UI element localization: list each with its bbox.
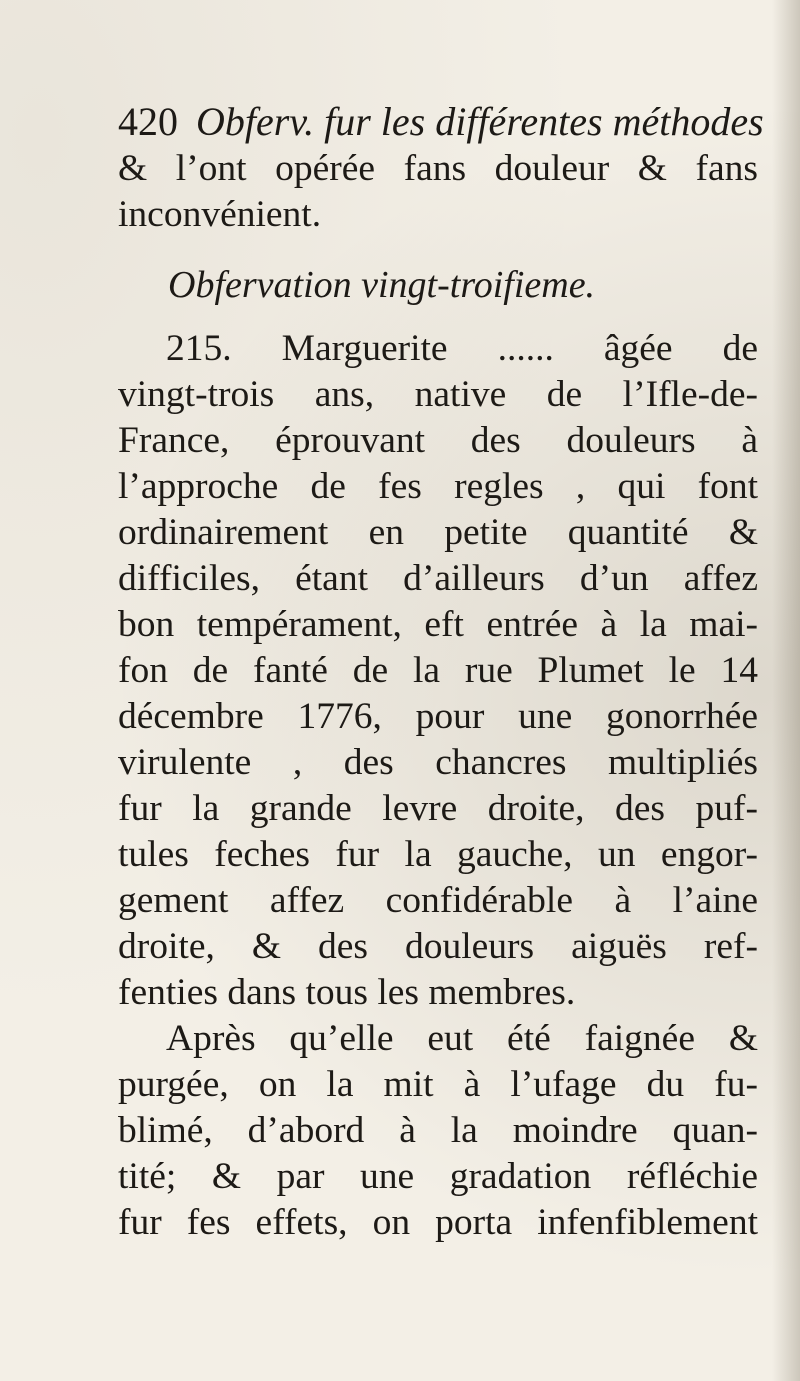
text-line: & l’ont opérée fans douleur & fans [118,148,758,189]
text-line: blimé, d’abord à la moindre quan- [118,1110,758,1151]
intro-paragraph [118,146,758,238]
text-line: 215. Marguerite ...... âgée de [166,328,758,369]
observation-body [118,326,758,1246]
text-line: l’approche de fes regles , qui font [118,466,758,507]
page-header [118,96,764,148]
page-edge-shadow [772,0,800,1381]
observation-title: Obfervation vingt-troifieme. [168,264,596,306]
text-line: purgée, on la mit à l’ufage du fu- [118,1064,758,1105]
text-line: fenties dans tous les membres. [118,972,576,1013]
text-line: tules feches fur la gauche, un engor- [118,834,758,875]
text-line: France, éprouvant des douleurs à [118,420,758,461]
text-line: fur fes effets, on porta infenfiblement [118,1202,758,1243]
text-line: inconvénient. [118,194,322,235]
text-line: gement affez confidérable à l’aine [118,880,758,921]
running-title: Obferv. fur les différentes méthodes [196,99,764,144]
page-number: 420 [118,99,178,144]
text-line: difficiles, étant d’ailleurs d’un affez [118,558,758,599]
text-line: droite, & des douleurs aiguës ref- [118,926,758,967]
text-line: vingt-trois ans, native de l’Ifle-de- [118,374,758,415]
text-line: fon de fanté de la rue Plumet le 14 [118,650,758,691]
text-line: ordinairement en petite quantité & [118,512,758,553]
text-line: fur la grande levre droite, des puf- [118,788,758,829]
text-line: Après qu’elle eut été faignée & [166,1018,758,1059]
text-line: décembre 1776, pour une gonorrhée [118,696,758,737]
text-line: bon tempérament, eft entrée à la mai- [118,604,758,645]
text-line: virulente , des chancres multipliés [118,742,758,783]
text-line: tité; & par une gradation réfléchie [118,1156,758,1197]
